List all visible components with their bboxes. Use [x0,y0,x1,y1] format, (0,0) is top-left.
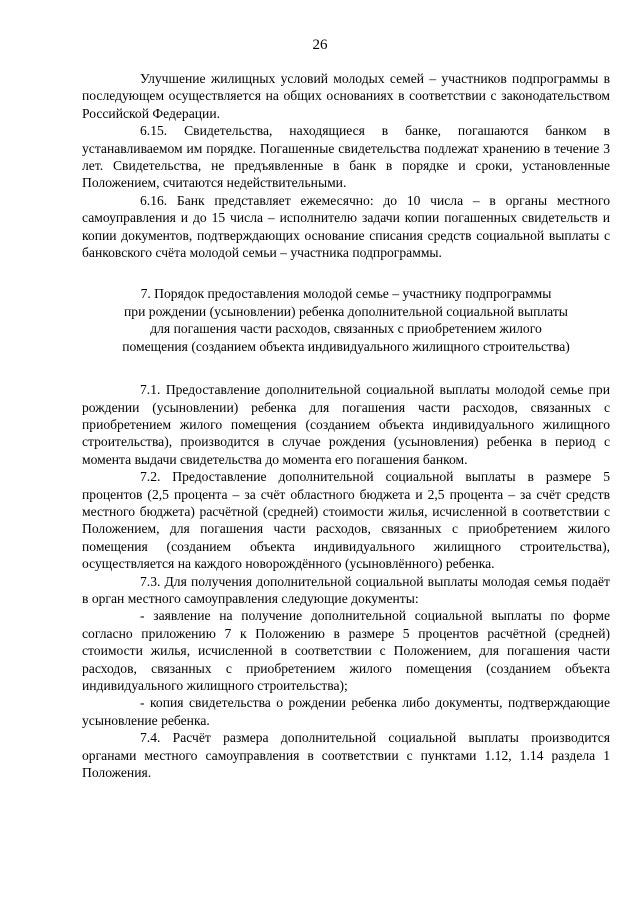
paragraph-6-16: 6.16. Банк представляет ежемесячно: до 10 числа – в органы местного самоуправления и до 15 числа – исполнителю задачи копии погашенных свидетельств и копии документов, подтверждающих основание списания средств социальной выплаты с банковского счёта молодой семьи – участника подпрограммы. [82,192,610,261]
section-7-heading [82,285,610,355]
paragraph-7-2: 7.2. Предоставление дополнительной социальной выплаты в размере 5 процентов (2,5 процента – за счёт областного бюджета и 2,5 процента – за счёт средств местного бюджета) расчётной (средней) стоимости жилья, исчисленной в соответствии с Положением, для погашения части расходов, связанных с приобретением жилого помещения (созданием объекта индивидуального жилищного строительства), осуществляется на каждого новорождённого (усыновлённого) ребенка. [82,469,610,572]
page-number: 26 [312,37,328,53]
paragraph-housing-improvement: Улучшение жилищных условий молодых семей – участников подпрограммы в последующем осуществляется на общих основаниях в соответствии с законодательством Российской Федерации. [82,71,610,121]
paragraph-7-3: 7.3. Для получения дополнительной социальной выплаты молодая семья подаёт в орган местного самоуправления следующие документы: [82,573,610,606]
paragraph-7-1: 7.1. Предоставление дополнительной социальной выплаты молодой семье при рождении (усыновлении) ребенка для погашения части расходов, связанных с приобретением жилого помещения (созданием объекта индивидуального жилищного строительства), производится в случае рождения (усыновления) ребенка в период с момента выдачи свидетельства до момента его погашения банком. [82,382,610,467]
paragraph-7-4: 7.4. Расчёт размера дополнительной социальной выплаты производится органами местного самоуправления в соответствии с пунктами 1.12, 1.14 раздела 1 Положения. [82,730,610,781]
section-7-heading-line: помещения (созданием объекта индивидуального жилищного строительства) [122,338,570,354]
page-content [82,70,610,781]
list-item-birth-certificate: - копия свидетельства о рождении ребенка либо документы, подтверждающие усыновление ребенка. [82,695,610,728]
section-7-heading-line: для погашения части расходов, связанных с приобретением жилого [150,321,542,337]
paragraph-6-15: 6.15. Свидетельства, находящиеся в банке, погашаются банком в устанавливаемом им порядке. Погашенные свидетельства подлежат хранению в течение 3 лет. Свидетельства, не предъявленные в банк в порядке и сроки, установленные Положением, считаются недействительными. [82,123,610,191]
section-7-heading-line: при рождении (усыновлении) ребенка дополнительной социальной выплаты [124,303,568,319]
list-item-application: - заявление на получение дополнительной социальной выплаты по форме согласно приложению 7 к Положению в размере 5 процентов расчётной (средней) стоимости жилья, исчисленной в соответствии с Положением, для погашения части расходов, связанных с приобретением жилого помещения (созданием объекта индивидуального жилищного строительства); [82,608,610,693]
section-7-heading-line: 7. Порядок предоставления молодой семье – участнику подпрограммы [140,286,552,302]
